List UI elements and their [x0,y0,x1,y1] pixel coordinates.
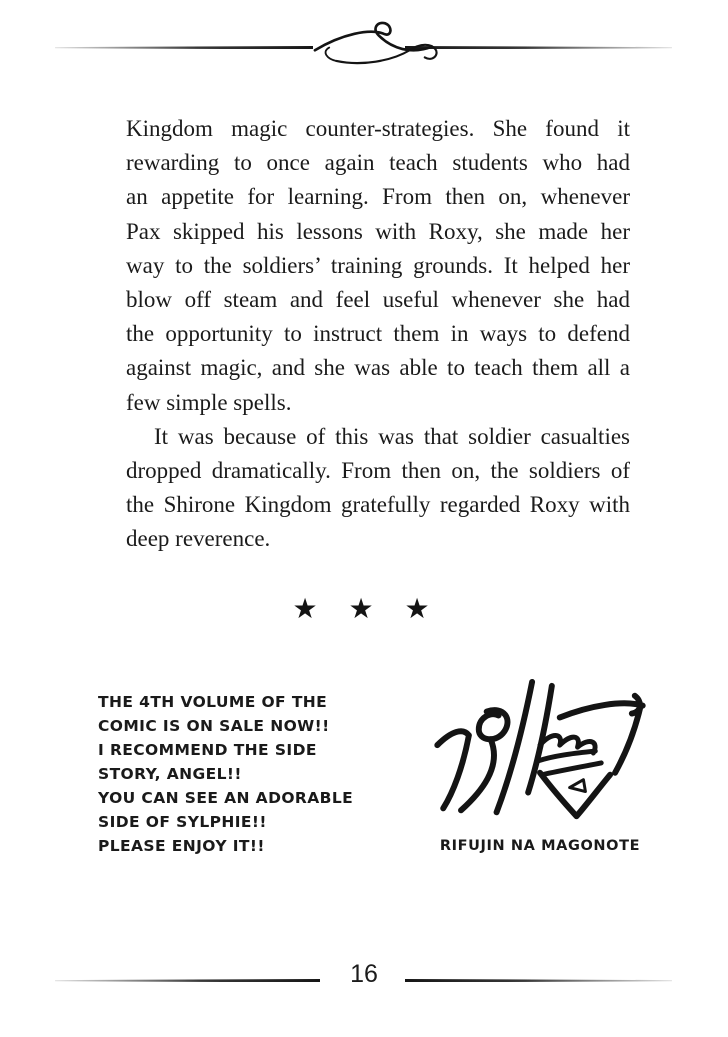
text-line: COMIC IS ON SALE NOW!! [98,717,330,735]
paragraph [126,112,630,420]
text-line: deep reverence. [126,526,271,552]
text-line: an appetite for learning. From then on, whenever [126,184,630,210]
paragraph [126,420,630,557]
text-line: rewarding to once again teach students who had [126,150,630,176]
text-line: SIDE OF SYLPHIE!! [98,813,267,831]
text-line: Kingdom magic counter-strategies. She found it [126,116,630,141]
author-name-caption: RIFUJIN NA MAGONOTE [439,838,641,854]
header-rule-left [55,46,313,49]
header-rule-right [405,46,672,49]
text-line: It was because of this was that soldier casualties [154,423,630,449]
text-line: the Shirone Kingdom gratefully regarded Roxy with [126,492,630,518]
text-line: THE 4TH VOLUME OF THE [98,693,328,711]
star-section-break: ★ ★ ★ [292,592,436,625]
text-line: blow off steam and feel useful whenever she had [126,286,630,312]
text-line: the opportunity to instruct them in ways to defend [126,321,630,347]
page-number: 16 [350,960,378,988]
text-line: Pax skipped his lessons with Roxy, she made her [126,218,630,244]
text-line: PLEASE ENJOY IT!! [98,837,265,855]
author-note [98,690,388,858]
text-line: way to the soldiers’ training grounds. It helped her [126,252,630,278]
text-line: STORY, ANGEL!! [98,765,242,783]
text-line: I RECOMMEND THE SIDE [98,741,317,759]
text-line: YOU CAN SEE AN ADORABLE [98,789,354,807]
text-line: dropped dramatically. From then on, the soldiers of [126,457,630,483]
text-line: against magic, and she was able to teach them all a [126,355,630,381]
text-line: few simple spells. [126,389,292,415]
body-text [126,112,630,556]
calligraphic-flourish-icon [306,14,440,74]
author-signature-icon [420,676,660,834]
